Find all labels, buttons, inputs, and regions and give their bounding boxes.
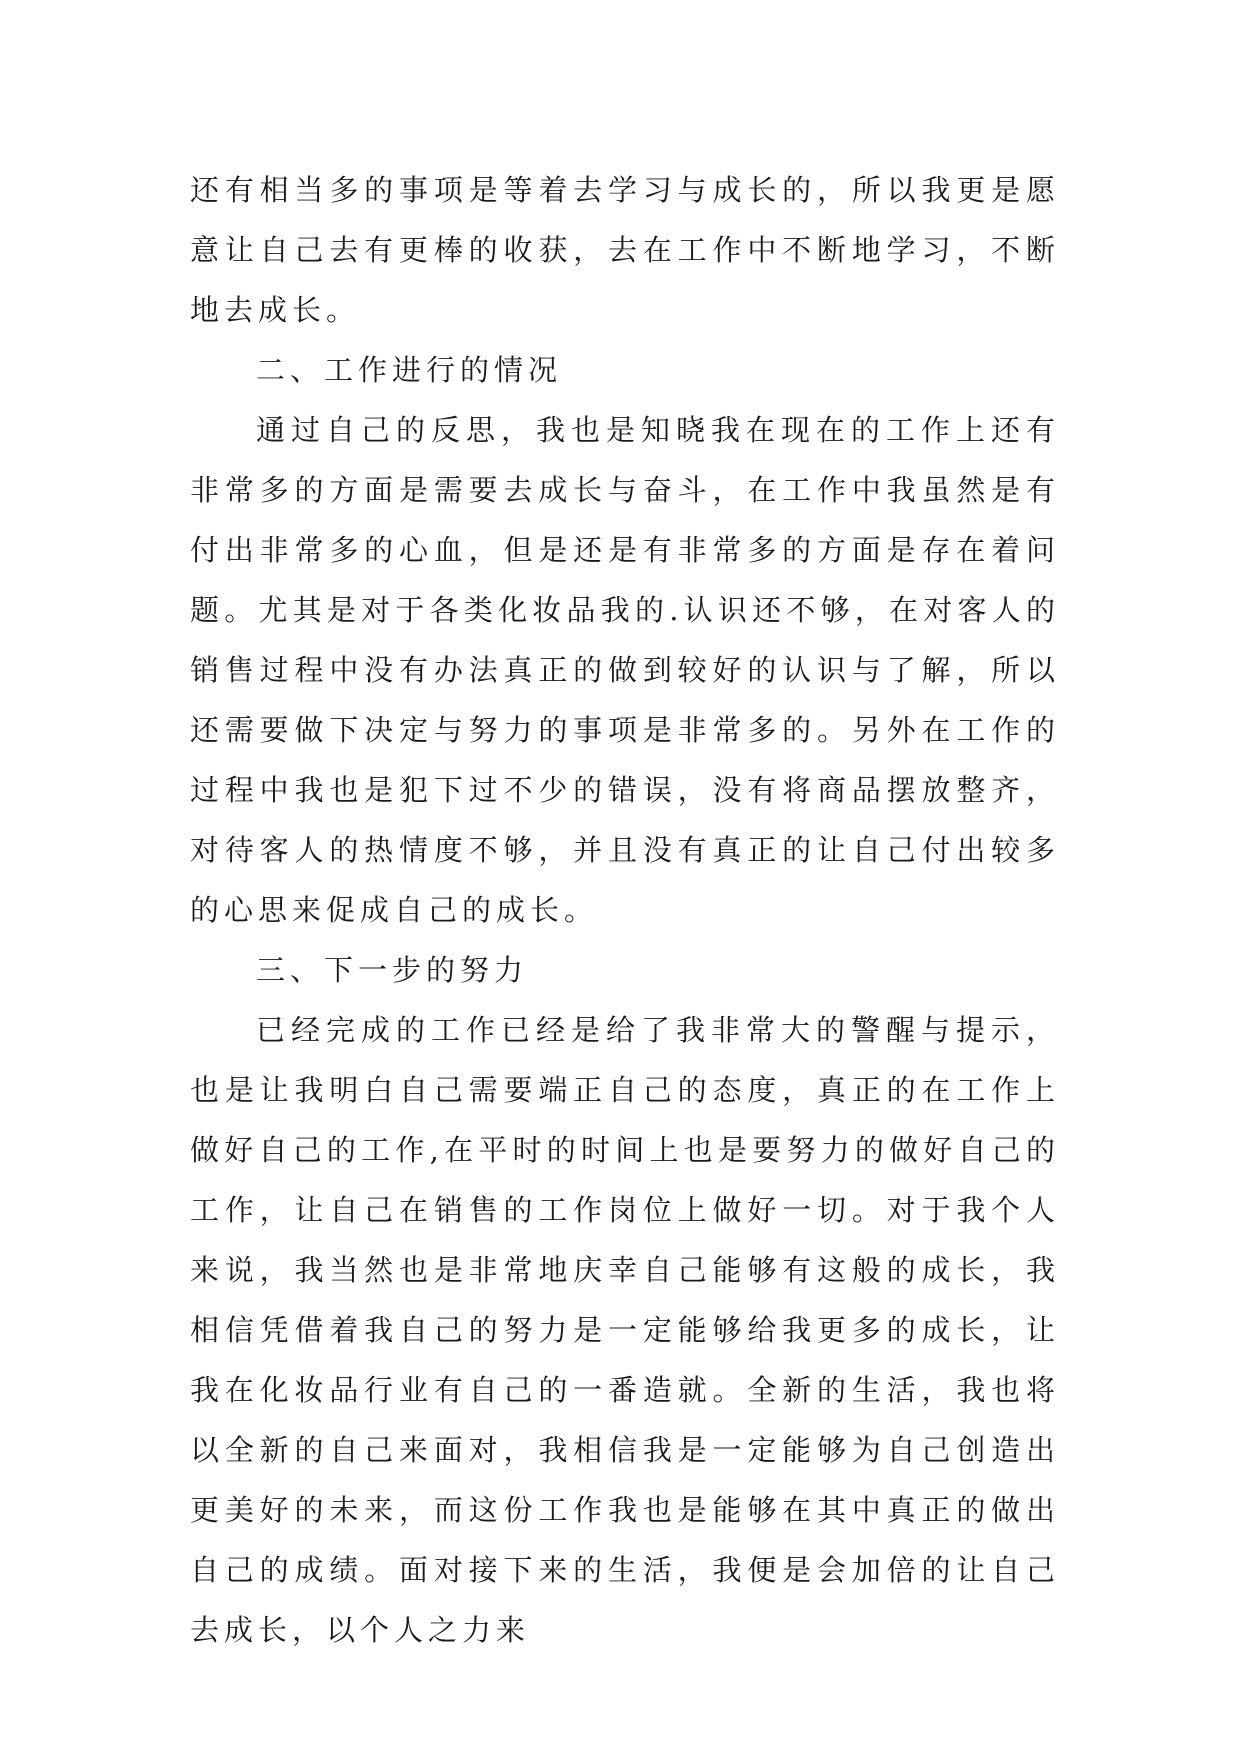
section-heading-next-steps: 三、下一步的努力: [256, 953, 529, 987]
paragraph-next-efforts: 已经完成的工作已经是给了我非常大的警醒与提示，也是让我明白自己需要端正自己的态度，真正的在工作上做好自己的工作,在平时的时间上也是要努力的做好自己的工作，让自己在销售的工作岗位上做好一切。对于我个人来说，我当然也是非常地庆幸自己能够有这般的成长，我相信凭借着我自己的努力是一定能够给我更多的成长，让我在化妆品行业有自己的一番造就。全新的生活，我也将以全新的自己来面对，我相信我是一定能够为自己创造出更美好的未来，而这份工作我也是能够在其中真正的做出自己的成绩。面对接下来的生活，我便是会加倍的让自己去成长，以个人之力来: [190, 1013, 1060, 1647]
document-body: [190, 160, 1060, 1660]
paragraph-reflection: 通过自己的反思，我也是知晓我在现在的工作上还有非常多的方面是需要去成长与奋斗，在工作中我虽然是有付出非常多的心血，但是还是有非常多的方面是存在着问题。尤其是对于各类化妆品我的.认识还不够，在对客人的销售过程中没有办法真正的做到较好的认识与了解，所以还需要做下决定与努力的事项是非常多的。另外在工作的过程中我也是犯下过不少的错误，没有将商品摆放整齐，对待客人的热情度不够，并且没有真正的让自己付出较多的心思来促成自己的成长。: [190, 413, 1060, 927]
section-heading-work-status: 二、工作进行的情况: [256, 353, 563, 387]
paragraph-continuation: 还有相当多的事项是等着去学习与成长的，所以我更是愿意让自己去有更棒的收获，去在工作中不断地学习，不断地去成长。: [190, 173, 1060, 327]
